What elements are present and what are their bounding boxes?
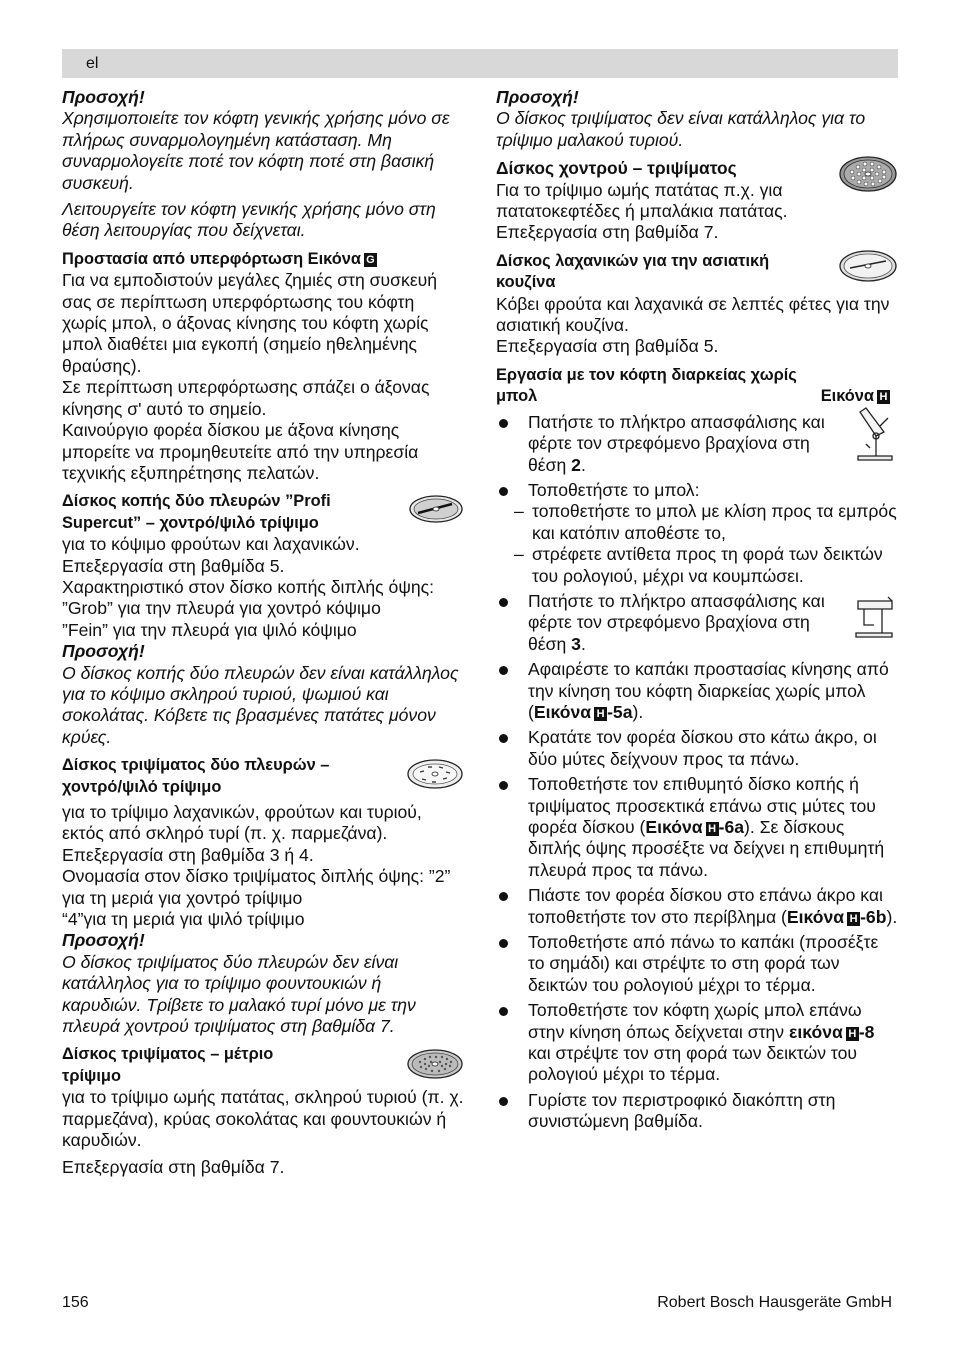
- work-section: [496, 365, 898, 408]
- body-text: για το τρίψιμο ωμής πατάτας, σκληρού τυριού (π. χ. παρμεζάνα), κρύας σοκολάτας και φουντουκιών ή καρυδιών.: [62, 1087, 464, 1151]
- grater2-section: [62, 755, 464, 798]
- body-text: Επεξεργασία στη βαθμίδα 7.: [62, 1156, 285, 1177]
- medium-grater-section: [62, 1044, 464, 1087]
- body-text: Επεξεργασία στη βαθμίδα 7.: [496, 222, 719, 243]
- list-item: Γυρίστε τον περιστροφικό διακόπτη στη συνιστώμενη βαθμίδα.: [496, 1090, 898, 1133]
- list-item: Πατήστε το πλήκτρο απασφάλισης και φέρτε τον στρεφόμενο βραχίονα στη θέση 2.: [496, 412, 898, 476]
- caution-text: Ο δίσκος κοπής δύο πλευρών δεν είναι κατάλληλος για το κόψιμο σκληρού τυριού, ψωμιού και σοκολάτας. Κόβετε τις βρασμένες πατάτες μόνον κρύες.: [62, 662, 459, 747]
- list-item: Τοποθετήστε από πάνω το καπάκι (προσέξτε το σημάδι) και στρέψτε το στη φορά των δεικτών του ρολογιού μέχρι το τέρμα.: [496, 932, 898, 996]
- list-item: Τοποθετήστε τον επιθυμητό δίσκο κοπής ή τριψίματος προσεκτικά επάνω στις μύτες του φορέα δίσκου (Εικόνα H -6a). Σε δίσκους διπλής όψης προσέξτε να δείχνει η επιθυμητή πλευρά προς τα πάνω.: [496, 774, 898, 881]
- section-heading: Δίσκος χοντρού – τριψίματος: [496, 158, 737, 179]
- section-heading: Εργασία με τον κόφτη διαρκείας χωρίς μπολ: [496, 365, 797, 406]
- body-text: Για το τρίψιμο ωμής πατάτας π.χ. για πατατοκεφτέδες ή μπαλάκια πατάτας.: [496, 179, 788, 222]
- body-text: Χαρακτηριστικό στον δίσκο κοπής διπλής όψης: ”Grob” για την πλευρά για χοντρό κόψιμο: [62, 576, 435, 619]
- section-heading: Δίσκος τριψίματος – μέτριο τρίψιμο: [62, 1045, 274, 1085]
- overload-section: [62, 249, 464, 484]
- sub-list-item: – τοποθετήστε το μπολ με κλίση προς τα εμπρός και κατόπιν αποθέστε το,: [514, 501, 898, 544]
- left-column: [62, 87, 464, 1178]
- section-heading: Δίσκος τριψίματος δύο πλευρών – χοντρό/ψιλό τρίψιμο: [62, 756, 330, 796]
- caution-text: Ο δίσκος τριψίματος δεν είναι κατάλληλος για το τρίψιμο μαλακού τυριού.: [496, 108, 866, 150]
- figure-ref-badge: H: [847, 912, 860, 926]
- list-item: Κρατάτε τον φορέα δίσκου στο κάτω άκρο, οι δύο μύτες δείχνουν προς τα πάνω.: [496, 727, 898, 770]
- coarse-grating-disc-icon: [838, 154, 898, 194]
- sub-list-item: – στρέφετε αντίθετα προς τη φορά των δεικτών του ρολογιού, μέχρι να κουμπώσει.: [514, 544, 898, 587]
- language-header-bar: [62, 49, 898, 78]
- caution-title: Προσοχή!: [62, 930, 145, 951]
- section-heading: Δίσκος κοπής δύο πλευρών ”Profi Supercut” – χοντρό/ψιλό τρίψιμο: [62, 492, 331, 532]
- figure-ref-badge: G: [364, 253, 377, 267]
- body-text: Σε περίπτωση υπερφόρτωσης σπάζει ο άξονας κίνησης σ' αυτό το σημείο.: [62, 377, 430, 419]
- asian-disc-icon: [838, 247, 898, 285]
- figure-ref-badge: H: [594, 707, 607, 721]
- body-text: Καινούργιο φορέα δίσκου με άξονα κίνησης μπορείτε να προμηθευτείτε από την υπηρεσία τεχνικής εξυπηρέτησης πελατών.: [62, 420, 419, 483]
- caution-text: Ο δίσκος τριψίματος δύο πλευρών δεν είναι κατάλληλος για το τρίψιμο φουντουκιών ή καρυδιών. Τρίβετε το μαλακό τυρί μόνο με την πλευρά χοντρού τριψίματος στη βαθμίδα 7.: [62, 951, 416, 1037]
- list-item: Τοποθετήστε τον κόφτη χωρίς μπολ επάνω στην κίνηση όπως δείχνεται στην εικόνα H -8 και στρέψτε τον στη φορά των δεικτών του ρολογιού μέχρι το τέρμα.: [496, 1000, 898, 1086]
- list-item: Τοποθετήστε το μπολ: – τοποθετήστε το μπολ με κλίση προς τα εμπρός και κατόπιν αποθέστε το, – στρέφετε αντίθετα προς τη φορά των δεικτών του ρολογιού, μέχρι να κουμπώσει.: [496, 480, 898, 587]
- list-item: Πατήστε το πλήκτρο απασφάλισης και φέρτε τον στρεφόμενο βραχίονα στη θέση 3.: [496, 591, 898, 655]
- figure-ref-badge: H: [846, 1027, 859, 1041]
- supercut-section: [62, 491, 464, 534]
- section-heading: Δίσκος λαχανικών για την ασιατική κουζίνα: [496, 251, 770, 292]
- caution-text: Χρησιμοποιείτε τον κόφτη γενικής χρήσης μόνο σε πλήρως συναρμολογημένη κατάσταση. Μη συναρμολογείτε ποτέ τον κόφτη ποτέ στη βασική συσκευή.: [62, 108, 450, 193]
- right-column: [496, 87, 898, 1133]
- figure-ref-badge: H: [877, 390, 890, 404]
- company-name: Robert Bosch Hausgeräte GmbH: [657, 1294, 892, 1311]
- mixer-arm-lowered-icon: [852, 591, 898, 639]
- instruction-list: [496, 412, 898, 1133]
- figure-ref-badge: H: [706, 822, 719, 836]
- list-item: Αφαιρέστε το καπάκι προστασίας κίνησης από την κίνηση του κόφτη διαρκείας χωρίς μπολ (Εικόνα H -5a).: [496, 659, 898, 723]
- figure-reference: Εικόνα H: [821, 386, 890, 407]
- sub-list: [514, 501, 898, 587]
- caution-title: Προσοχή!: [496, 87, 579, 107]
- slicing-disc-icon: [408, 493, 464, 525]
- grating-disc-icon: [406, 757, 464, 791]
- list-item: Πιάστε τον φορέα δίσκου στο επάνω άκρο και τοποθετήστε τον στο περίβλημα (Εικόνα H -6b).: [496, 885, 898, 928]
- body-text: Επεξεργασία στη βαθμίδα 5.: [62, 555, 285, 576]
- section-heading: Προστασία από υπερφόρτωση Εικόνα G: [62, 249, 464, 270]
- body-text: Για να εμποδιστούν μεγάλες ζημιές στη συσκευή σας σε περίπτωση υπερφόρτωσης του κόφτη χωρίς μπολ, ο άξονας κίνησης του κόφτη χωρίς μπολ διαθέτει μια εγκοπή (σημείο ηθελημένης θραύσης).: [62, 270, 438, 376]
- mixer-arm-raised-icon: [852, 406, 898, 462]
- caution-title: Προσοχή!: [62, 87, 145, 107]
- coarse-grater-section: [496, 158, 898, 244]
- body-text: “4”για τη μεριά για ψιλό τρίψιμο: [62, 909, 305, 930]
- body-text: Ονομασία στον δίσκο τριψίματος διπλής όψης: ”2” για τη μεριά για χοντρό τρίψιμο: [62, 866, 451, 908]
- language-code: el: [86, 55, 99, 72]
- page-number: 156: [62, 1294, 89, 1311]
- body-text: Κόβει φρούτα και λαχανικά σε λεπτές φέτες για την ασιατική κουζίνα.: [496, 293, 890, 336]
- body-text: για το κόψιμο φρούτων και λαχανικών.: [62, 534, 360, 555]
- body-text: ”Fein” για την πλευρά για ψιλό κόψιμο: [62, 619, 357, 640]
- medium-grating-disc-icon: [406, 1048, 464, 1080]
- caution-title: Προσοχή!: [62, 641, 145, 662]
- asian-disc-section: [496, 251, 898, 294]
- caution-text: Λειτουργείτε τον κόφτη γενικής χρήσης μόνο στη θέση λειτουργίας που δείχνεται.: [62, 199, 436, 241]
- body-text: για το τρίψιμο λαχανικών, φρούτων και τυριού, εκτός από σκληρό τυρί (π. χ. παρμεζάνα). Επεξεργασία στη βαθμίδα 3 ή 4.: [62, 802, 422, 865]
- body-text: Επεξεργασία στη βαθμίδα 5.: [496, 336, 719, 357]
